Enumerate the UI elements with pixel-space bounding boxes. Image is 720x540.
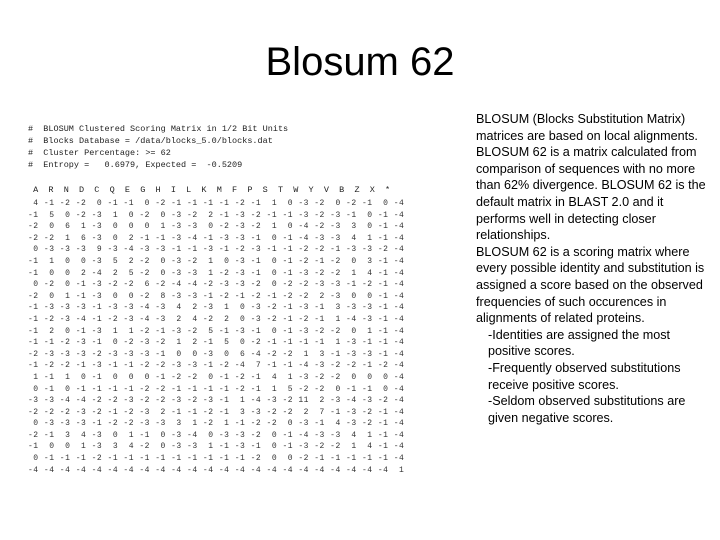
matrix-row: 0 -3 -3 -3 -1 -2 -2 -3 -3 3 1 -2 1 -1 -2 -2 0 -3 -1 4 -3 -2 -1 -4 <box>28 419 405 429</box>
matrix-header-line: # Entropy = 0.6979, Expected = -0.5209 <box>28 160 243 170</box>
matrix-header-line: # Cluster Percentage: >= 62 <box>28 148 171 158</box>
matrix-header-line: # BLOSUM Clustered Scoring Matrix in 1/2 Bit Units <box>28 124 289 134</box>
matrix-row: 0 -1 -1 -1 -2 -1 -1 -1 -1 -1 -1 -1 -1 -1 -2 0 0 -2 -1 -1 -1 -1 -1 -4 <box>28 454 405 464</box>
slide-title: Blosum 62 <box>265 40 455 84</box>
matrix-column-labels: A R N D C Q E G H I L K M F P S T W Y V B Z X * <box>28 185 391 195</box>
matrix-row: -1 5 0 -2 -3 1 0 -2 0 -3 -2 2 -1 -3 -2 -1 -1 -3 -2 -3 -1 0 -1 -4 <box>28 210 405 220</box>
matrix-row: -2 -1 3 4 -3 0 1 -1 0 -3 -4 0 -3 -3 -2 0 -1 -4 -3 -3 4 1 -1 -4 <box>28 430 405 440</box>
matrix-row: -2 0 6 1 -3 0 0 0 1 -3 -3 0 -2 -3 -2 1 0 -4 -2 -3 3 0 -1 -4 <box>28 222 405 232</box>
matrix-row: 1 -1 1 0 -1 0 0 0 -1 -2 -2 0 -1 -2 -1 4 1 -3 -2 -2 0 0 0 -4 <box>28 372 405 382</box>
matrix-row: -2 -3 -3 -3 -2 -3 -3 -3 -1 0 0 -3 0 6 -4 -2 -2 1 3 -1 -3 -3 -1 -4 <box>28 349 405 359</box>
blosum62-matrix-image <box>28 123 460 485</box>
matrix-row: 0 -1 0 -1 -1 -1 -1 -2 -2 -1 -1 -1 -1 -2 -1 1 5 -2 -2 0 -1 -1 0 -4 <box>28 384 405 394</box>
matrix-row: -4 -4 -4 -4 -4 -4 -4 -4 -4 -4 -4 -4 -4 -4 -4 -4 -4 -4 -4 -4 -4 -4 -4 1 <box>28 465 405 475</box>
matrix-row: 0 -3 -3 -3 9 -3 -4 -3 -3 -1 -1 -3 -1 -2 -3 -1 -1 -2 -2 -1 -3 -3 -2 -4 <box>28 245 405 255</box>
description-bullet-2: -Frequently observed substitutions receive positive scores. <box>488 360 681 392</box>
matrix-row: -3 -3 -4 -4 -2 -2 -3 -2 -2 -3 -2 -3 -1 1 -4 -3 -2 11 2 -3 -4 -3 -2 -4 <box>28 396 405 406</box>
matrix-row: 0 -2 0 -1 -3 -2 -2 6 -2 -4 -4 -2 -3 -3 -2 0 -2 -2 -3 -3 -1 -2 -1 -4 <box>28 280 405 290</box>
matrix-row: -1 1 0 0 -3 5 2 -2 0 -3 -2 1 0 -3 -1 0 -1 -2 -1 -2 0 3 -1 -4 <box>28 256 405 266</box>
description-paragraph-2: BLOSUM 62 is a scoring matrix where every possible identity and substitution is assigned a score based on the observed frequencies of such occurences in alignments of related proteins. <box>476 244 705 326</box>
description-bullet-3: -Seldom observed substitutions are given negative scores. <box>488 394 686 425</box>
matrix-row: -1 -3 -3 -3 -1 -3 -3 -4 -3 4 2 -3 1 0 -3 -2 -1 -3 -1 3 -3 -3 -1 -4 <box>28 303 405 313</box>
matrix-header-line: # Blocks Database = /data/blocks_5.0/blocks.dat <box>28 136 273 146</box>
matrix-row: -2 -2 -2 -3 -2 -1 -2 -3 2 -1 -1 -2 -1 3 -3 -2 -2 2 7 -1 -3 -2 -1 -4 <box>28 407 405 417</box>
matrix-row: -1 2 0 -1 -3 1 1 -2 -1 -3 -2 5 -1 -3 -1 0 -1 -3 -2 -2 0 1 -1 -4 <box>28 326 405 336</box>
matrix-header-text <box>28 123 460 171</box>
matrix-row: -2 0 1 -1 -3 0 0 -2 8 -3 -3 -1 -2 -1 -2 -1 -2 -2 2 -3 0 0 -1 -4 <box>28 291 405 301</box>
matrix-row: -1 -1 -2 -3 -1 0 -2 -3 -2 1 2 -1 5 0 -2 -1 -1 -1 -1 1 -3 -1 -1 -4 <box>28 338 405 348</box>
matrix-row: -2 -2 1 6 -3 0 2 -1 -1 -3 -4 -1 -3 -3 -1 0 -1 -4 -3 -3 4 1 -1 -4 <box>28 233 405 243</box>
matrix-rows <box>28 198 460 476</box>
matrix-row: 4 -1 -2 -2 0 -1 -1 0 -2 -1 -1 -1 -1 -2 -1 1 0 -3 -2 0 -2 -1 0 -4 <box>28 199 405 208</box>
matrix-row: -1 -2 -2 -1 -3 -1 -1 -2 -2 -3 -3 -1 -2 -4 7 -1 -1 -4 -3 -2 -2 -1 -2 -4 <box>28 361 405 371</box>
matrix-row: -1 -2 -3 -4 -1 -2 -3 -4 -3 2 4 -2 2 0 -3 -2 -1 -2 -1 1 -4 -3 -1 -4 <box>28 314 405 324</box>
description-paragraph-1: BLOSUM (Blocks Substitution Matrix) matrices are based on local alignments. BLOSUM 62 is a matrix calculated from comparison of sequences with no more than 62% divergence. BLOSUM 62 is the default matrix in BLAST 2.0 and it performs well in detecting closer relationships. <box>476 112 706 243</box>
matrix-row: -1 0 0 1 -3 3 4 -2 0 -3 -3 1 -1 -3 -1 0 -1 -3 -2 -2 1 4 -1 -4 <box>28 442 405 452</box>
description-text <box>476 111 708 426</box>
matrix-row: -1 0 0 2 -4 2 5 -2 0 -3 -3 1 -2 -3 -1 0 -1 -3 -2 -2 1 4 -1 -4 <box>28 268 405 278</box>
description-bullet-1: -Identities are assigned the most positive scores. <box>488 327 671 359</box>
